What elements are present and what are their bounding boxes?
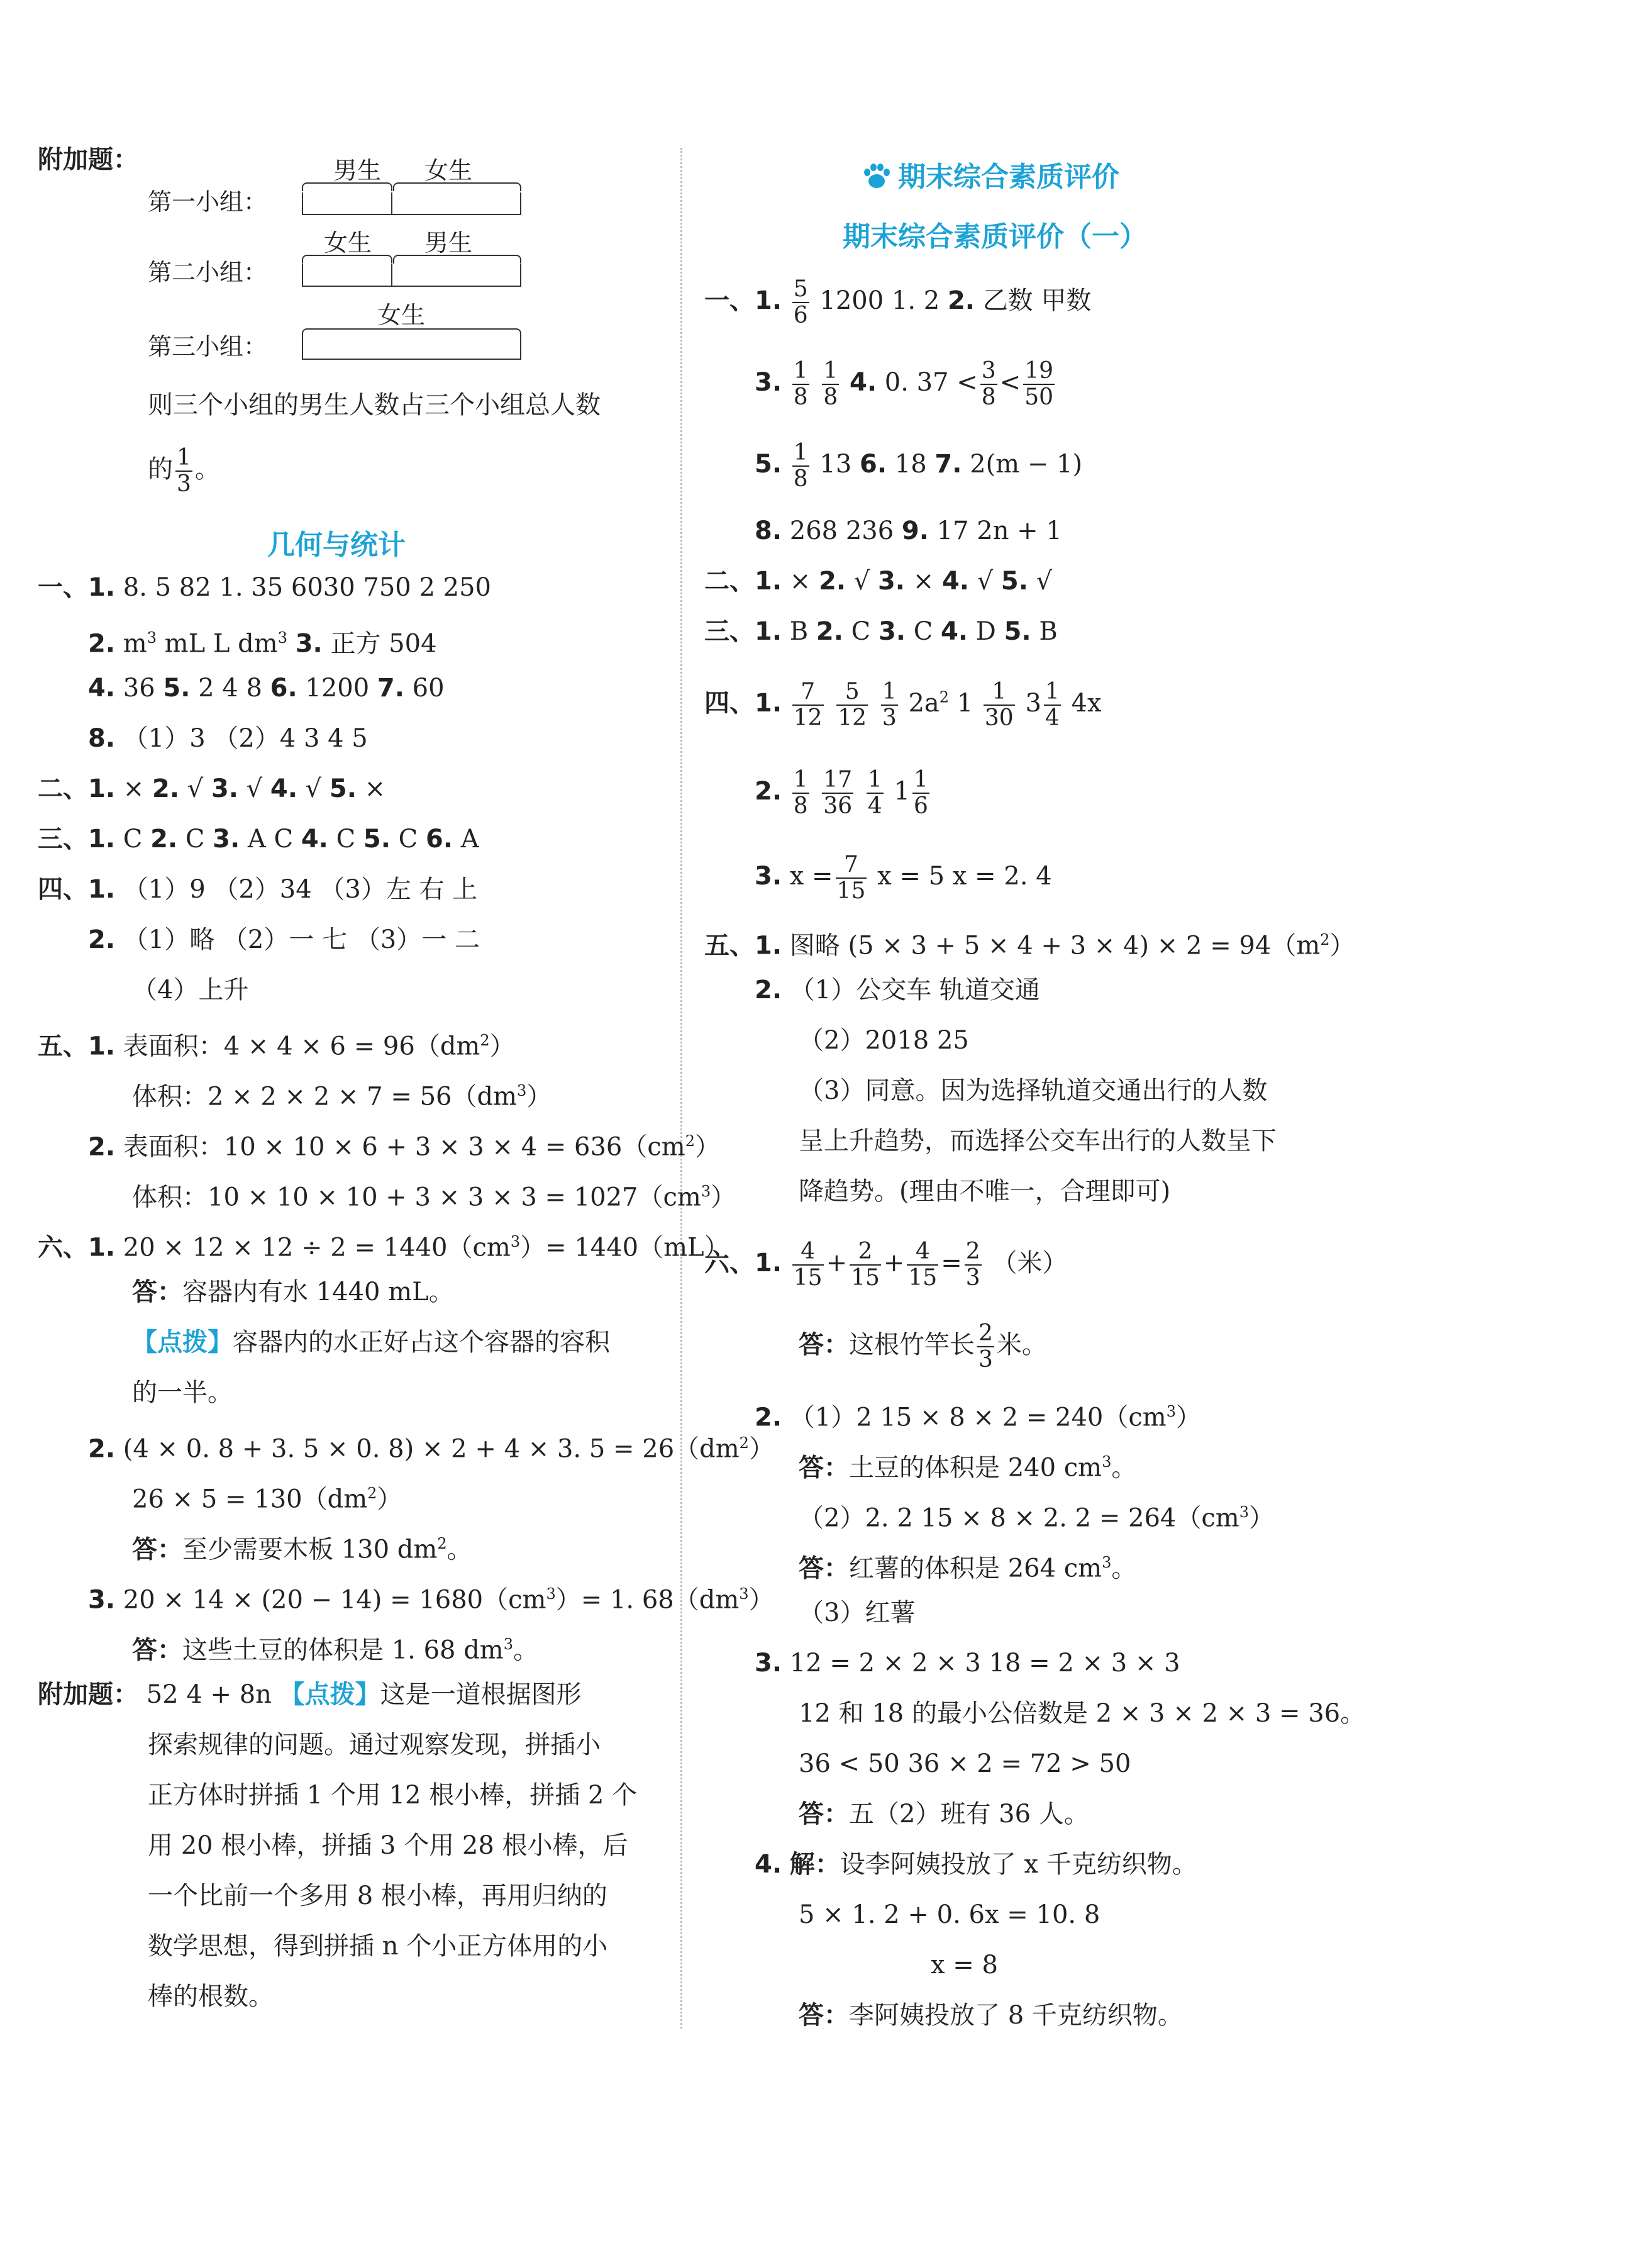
answer-line: 答：李阿姨投放了 8 千克纺织物。: [799, 2001, 1183, 2030]
conclusion-line: 则三个小组的男生人数占三个小组总人数: [148, 391, 601, 420]
answer-line: 2. （1）2 $15 \times 8 \times 2 = 240(cm^3)$: [755, 1403, 1201, 1432]
group2-label: 第二小组：: [148, 259, 268, 286]
group1-brace-2: [393, 182, 521, 191]
answer-line: 答：这根竹竿长 $\frac{2}{3}$ 米。: [799, 1320, 1047, 1373]
answer-line: x = 8: [931, 1951, 998, 1980]
answer-line: 正方体时拼插 1 个用 12 根小棒，拼插 2 个: [148, 1781, 638, 1810]
answer-line: 呈上升趋势，而选择公交车出行的人数呈下: [799, 1127, 1277, 1156]
answer-line: 2. 表面积：$10 \times 10 \times 6 + 3 \times 3 \times 4 = 636(cm^2)$: [88, 1132, 720, 1162]
group1-top-girls: 女生: [424, 157, 473, 184]
answer-line: 4. 36 5. 2 4 8 6. 1200 7. 60: [88, 674, 445, 703]
answer-line: 三、1. B 2. C 3. C 4. D 5. B: [704, 617, 1058, 646]
answer-line: （4）上升: [132, 976, 249, 1005]
answer-line: 一、1. 8. 5 82 1. 35 6030 750 2 250: [38, 573, 491, 602]
group2-top-girls: 女生: [324, 229, 372, 257]
answer-line: 棒的根数。: [148, 1982, 274, 2011]
answer-line: 答：至少需要木板 130 $dm^2$。: [132, 1535, 472, 1564]
answer-line: 36 < 50 36 × 2 = 72 > 50: [799, 1749, 1131, 1778]
answer-line: 五、1. 表面积：$4 \times 4 \times 6 = 96(dm^2)$: [38, 1032, 515, 1061]
answer-line: 六、1. $20 \times 12 \times 12 \div 2 = 1440(cm^3)= 1440(mL)$: [38, 1233, 729, 1262]
answer-line: 二、1. × 2. √ 3. √ 4. √ 5. ×: [38, 774, 386, 803]
group2-brace-1: [302, 255, 392, 264]
header-title: 期末综合素质评价: [862, 154, 1119, 194]
answer-line: （3）红薯: [799, 1598, 916, 1627]
answer-line: 探索规律的问题。通过观察发现，拼插小: [148, 1730, 601, 1759]
answer-line: 2. （1）公交车 轨道交通: [755, 976, 1040, 1005]
answer-line: 4. 解：设李阿姨投放了 x 千克纺织物。: [755, 1850, 1197, 1879]
answer-line: 2. $m^3$ mL L $dm^3$ 3. 正方 504: [88, 629, 437, 659]
answer-line: 5 × 1. 2 + 0. 6x = 10. 8: [799, 1900, 1100, 1929]
answer-line: 数学思想，得到拼插 n 个小正方体用的小: [148, 1932, 608, 1961]
answer-line: 降趋势。(理由不唯一，合理即可): [799, 1177, 1171, 1206]
group3-top-girls: 女生: [377, 301, 426, 329]
group2-bar: [302, 264, 521, 287]
group3-bar: [302, 337, 521, 360]
group2-top-boys: 男生: [424, 229, 473, 257]
answer-line: 体积：$10 \times 10 \times 10 + 3 \times 3 \times 3 = 1027(cm^3)$: [132, 1183, 736, 1212]
answer-line: （2）2018 25: [799, 1026, 969, 1055]
answer-line: 答：容器内有水 1440 mL。: [132, 1278, 454, 1306]
tip-line: 【点拨】容器内的水正好占这个容器的容积: [132, 1327, 610, 1357]
answer-line: 附加题： 52 4 + 8n 【点拨】这是一道根据图形: [38, 1679, 582, 1709]
fraction: $\frac{1}{3}$: [177, 445, 191, 497]
answer-line: 四、1. $\frac{7}{12}$ $\frac{5}{12}$ $\frac{1}{3}$ $2a^2$ 1 $\frac{1}{30}$ 3 $\frac{1}{4}$ 4x: [704, 679, 1102, 731]
conclusion-line-2: 的 $\frac{1}{3}$ 。: [148, 445, 220, 497]
paw-icon: [862, 162, 892, 190]
answer-line: 2. (4 × 0. 8 + 3. 5 × 0. 8) × 2 + 4 × 3. $5 = 26(dm^2)$: [88, 1434, 774, 1464]
group1-top-boys: 男生: [333, 157, 382, 184]
answer-line: 3. 12 = 2 × 2 × 3 18 = 2 × 3 × 3: [755, 1649, 1180, 1678]
answer-line: 答：五（2）班有 36 人。: [799, 1800, 1089, 1829]
answer-line: 8. 268 236 9. 17 2n + 1: [755, 516, 1062, 545]
tip-line: 的一半。: [132, 1378, 233, 1407]
section-title-geometry: 几何与统计: [267, 529, 406, 561]
answer-line: 体积：$2 \times 2 \times 2 \times 7 = 56(dm^3)$: [132, 1082, 552, 1111]
answer-line: 5. $\frac{1}{8}$ 13 6. 18 7. 2(m − 1): [755, 440, 1083, 492]
group1-bar: [302, 192, 521, 215]
answer-line: 答：这些土豆的体积是 1. 68 $dm^3$。: [132, 1635, 539, 1665]
column-divider: [680, 148, 682, 2029]
answer-line: （2）2. 2 15 × 8 × 2. $2 = 264(cm^3)$: [799, 1503, 1274, 1533]
answer-line: 3. $\frac{1}{8}$ $\frac{1}{8}$ 4. 0. 37 < $\frac{3}{8}$ < $\frac{19}{50}$: [755, 358, 1053, 410]
group1-brace-1: [302, 182, 392, 191]
answer-line: 12 和 18 的最小公倍数是 2 × 3 × 2 × 3 = 36。: [799, 1699, 1366, 1728]
answer-line: $26 \times 5 = 130(dm^2)$: [132, 1484, 402, 1514]
group3-label: 第三小组：: [148, 333, 268, 360]
answer-line: 2. $\frac{1}{8}$ $\frac{17}{36}$ $\frac{1}{4}$ 1 $\frac{1}{6}$: [755, 767, 928, 819]
group1-label: 第一小组：: [148, 188, 268, 216]
answer-line: 四、1. （1）9 （2）34 （3）左 右 上: [38, 875, 478, 904]
answer-line: 答：土豆的体积是 240 $cm^3$。: [799, 1453, 1137, 1483]
answer-line: 8. （1）3 （2）4 3 4 5: [88, 724, 368, 753]
answer-line: 3. x = $\frac{7}{15}$ x = 5 x = 2. 4: [755, 852, 1052, 904]
answer-line: 二、1. × 2. √ 3. × 4. √ 5. √: [704, 567, 1053, 596]
extra-label: 附加题：: [38, 145, 138, 174]
answer-line: 一、1. $\frac{5}{6}$ 1200 1. 2 2. 乙数 甲数: [704, 276, 1092, 328]
answer-line: 答：红薯的体积是 264 $cm^3$。: [799, 1554, 1137, 1583]
answer-line: （3）同意。因为选择轨道交通出行的人数: [799, 1076, 1268, 1105]
answer-line: 五、1. 图略 $(5 \times 3 + 5 \times 4 + 3 \times 4) \times 2 = 94(m^2)$: [704, 931, 1355, 961]
answer-line: 三、1. C 2. C 3. A C 4. C 5. C 6. A: [38, 825, 479, 854]
answer-line: 六、1. $\frac{4}{15}$ + $\frac{2}{15}$ + $\frac{4}{15}$ = $\frac{2}{3}$ （米）: [704, 1239, 1068, 1291]
answer-line: 一个比前一个多用 8 根小棒，再用归纳的: [148, 1881, 607, 1910]
sub-title: 期末综合素质评价（一）: [843, 221, 1147, 253]
answer-line: 用 20 根小棒，拼插 3 个用 28 根小棒，后: [148, 1831, 628, 1860]
answer-line: 3. $20 \times 14 \times (20 - 14) = 1680(cm^3)= 1$. $68(dm^3)$: [88, 1585, 774, 1615]
group2-brace-2: [393, 255, 521, 264]
group3-brace: [302, 328, 521, 337]
answer-line: 2. （1）略 （2）一 七 （3）一 二: [88, 925, 480, 954]
